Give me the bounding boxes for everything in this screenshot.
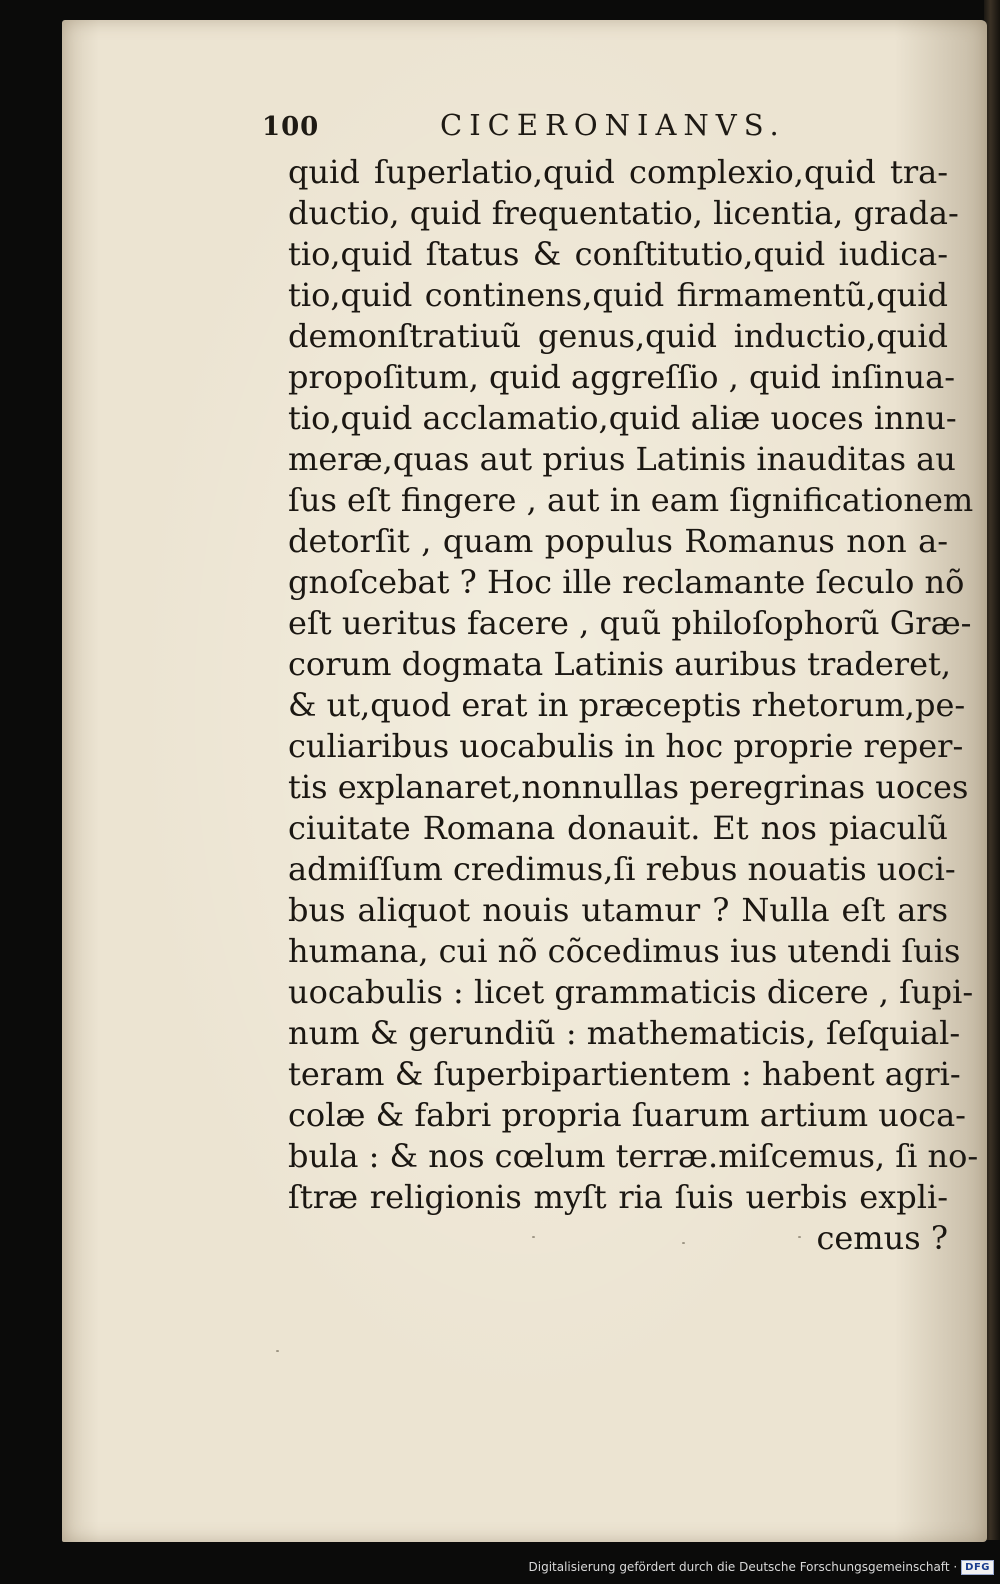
text-line: colæ & fabri propria ſuarum artium uoca- bbox=[288, 1096, 966, 1134]
text-line: admiſſum credimus,ſi rebus nouatis uoci- bbox=[288, 850, 956, 888]
page-number: 100 bbox=[262, 112, 320, 142]
digitization-credit bbox=[529, 1556, 994, 1578]
text-line: ciuitate Romana donauit. Et nos piaculũ bbox=[288, 809, 948, 847]
text-line: detorſit , quam populus Romanus non a- bbox=[288, 522, 948, 560]
body-text bbox=[288, 152, 979, 1259]
text-line: humana, cui nõ cõcedimus ius utendi ſuis bbox=[288, 932, 961, 970]
text-line: ſus eſt fingere , aut in eam ſignificationem bbox=[288, 481, 974, 519]
paper-speck bbox=[276, 1350, 279, 1352]
text-line: culiaribus uocabulis in hoc proprie reper- bbox=[288, 727, 964, 765]
text-line: tio,quid ſtatus & conſtitutio,quid iudica- bbox=[288, 235, 948, 273]
text-line: tio,quid continens,quid firmamentũ,quid bbox=[288, 276, 948, 314]
text-line: tis explanaret,nonnullas peregrinas uoces bbox=[288, 768, 969, 806]
text-line: & ut,quod erat in præceptis rhetorum,pe- bbox=[288, 686, 966, 724]
text-line: tio,quid acclamatio,quid aliæ uoces innu- bbox=[288, 399, 957, 437]
dfg-logo: DFG bbox=[961, 1560, 994, 1575]
text-line: corum dogmata Latinis auribus traderet, bbox=[288, 645, 952, 683]
text-line: gnoſcebat ? Hoc ille reclamante ſeculo nõ bbox=[288, 563, 965, 601]
credit-text: Digitalisierung gefördert durch die Deutsche Forschungsgemeinschaft · bbox=[528, 1560, 958, 1574]
catchword: cemus ? bbox=[816, 1219, 948, 1257]
running-title: CICERONIANVS. bbox=[440, 108, 786, 142]
text-line: ſtræ religionis myſt ria ſuis uerbis expli- bbox=[288, 1178, 948, 1216]
text-line: teram & ſuperbipartientem : habent agri- bbox=[288, 1055, 961, 1093]
text-line: propoſitum, quid aggreſſio , quid inſinua- bbox=[288, 358, 956, 396]
text-line: ductio, quid frequentatio, licentia, grada- bbox=[288, 194, 959, 232]
text-line: demonſtratiuũ genus,quid inductio,quid bbox=[288, 317, 948, 355]
text-line: bus aliquot nouis utamur ? Nulla eſt ars bbox=[288, 891, 948, 929]
text-line: quid ſuperlatio,quid complexio,quid tra- bbox=[288, 153, 948, 191]
text-line: bula : & nos cœlum terræ.miſcemus, ſi no- bbox=[288, 1137, 979, 1175]
text-line: meræ,quas aut prius Latinis inauditas au bbox=[288, 440, 956, 478]
running-head bbox=[262, 108, 822, 148]
text-line: num & gerundiũ : mathematicis, ſeſquial- bbox=[288, 1014, 961, 1052]
text-line: eſt ueritus facere , quũ philoſophorũ Græ- bbox=[288, 604, 972, 642]
text-line: uocabulis : licet grammaticis dicere , ſupi- bbox=[288, 973, 974, 1011]
